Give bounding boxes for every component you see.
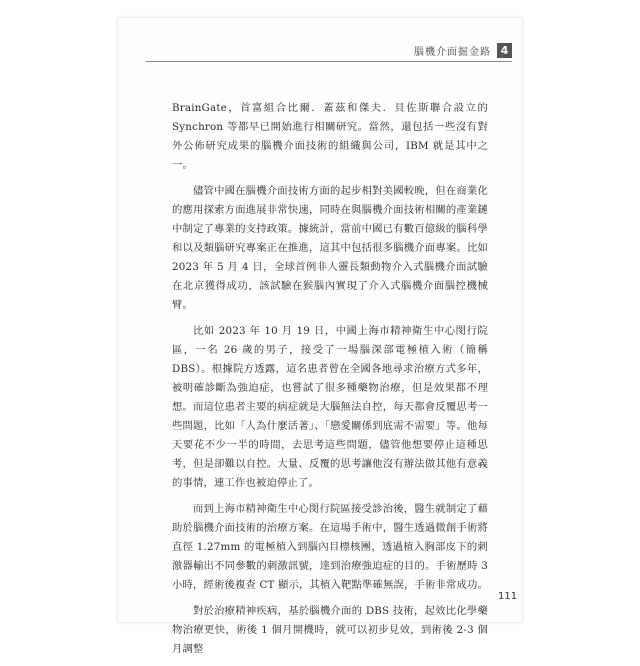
paragraph: 儘管中國在腦機介面技術方面的起步相對美國較晚，但在商業化的應用探索方面進展非常快速，同時在與腦機介面技術相關的產業鏈中制定了專業的支持政策。據統計，當前中國已有數百億級的腦科學和以及類腦研究專案正在推進，這其中包括很多腦機介面專案。比如 2023 年 5 月 4 日，全球首例非人靈長類動物介入式腦機介面試驗在北京獲得成功，該試驗在猴腦內實現了介入式腦機介面腦控機械臂。 bbox=[172, 185, 488, 311]
paragraph: 比如 2023 年 10 月 19 日，中國上海市精神衛生中心閔行院區，一名 26 歲的男子，接受了一場腦深部電極植入術（簡稱 DBS）。根據院方透露，這名患者曾在全國各地尋求治療方式多年，被明確診斷為強迫症，也嘗試了很多種藥物治療，但是效果都不理想。而這位患者主要的病症就是大腦無法自控，每天都會反覆思考一些問題，比如「人為什麼活著」、「戀愛關係到底需不需要」等。他每天要花不少一半的時間，去思考這些問題，儘管他想要停止這種思考，但是卻難以自控。大量、反覆的思考讓他沒有辦法做其他有意義的事情，連工作也被迫停止了。 bbox=[172, 325, 488, 489]
chapter-number-badge: 4 bbox=[497, 43, 512, 58]
paragraph: 而到上海市精神衛生中心閔行院區接受診治後，醫生就制定了藉助於腦機介面技術的治療方案。在這場手術中，醫生透過微創手術將直徑 1.27mm 的電極植入到腦內目標核團，透過植入胸部皮下的刺激器輸出不同參數的刺激訊號，達到治療強迫症的目的。手術歷時 3 小時，經術後複查 CT 顯示，其植入靶點準確無誤，手術非常成功。 bbox=[172, 503, 489, 591]
header-title: 腦機介面掘金路 bbox=[414, 47, 491, 58]
page-number: 111 bbox=[498, 591, 518, 602]
paragraph: 對於治療精神疾病，基於腦機介面的 DBS 技術，起效比化學藥物治療更快，術後 1 個月開機時，就可以初步見效，到術後 2-3 個月調整 bbox=[172, 605, 488, 655]
body-text bbox=[172, 99, 488, 666]
running-header bbox=[414, 43, 512, 58]
paragraph: BrainGate，首富組合比爾．蓋茲和傑夫．貝佐斯聯合設立的 Synchron 等都早已開始進行相關研究。當然，還包括一些沒有對外公佈研究成果的腦機介面技術的組織與公司，IBM 就是其中之一。 bbox=[172, 102, 488, 171]
header-divider bbox=[146, 61, 512, 62]
